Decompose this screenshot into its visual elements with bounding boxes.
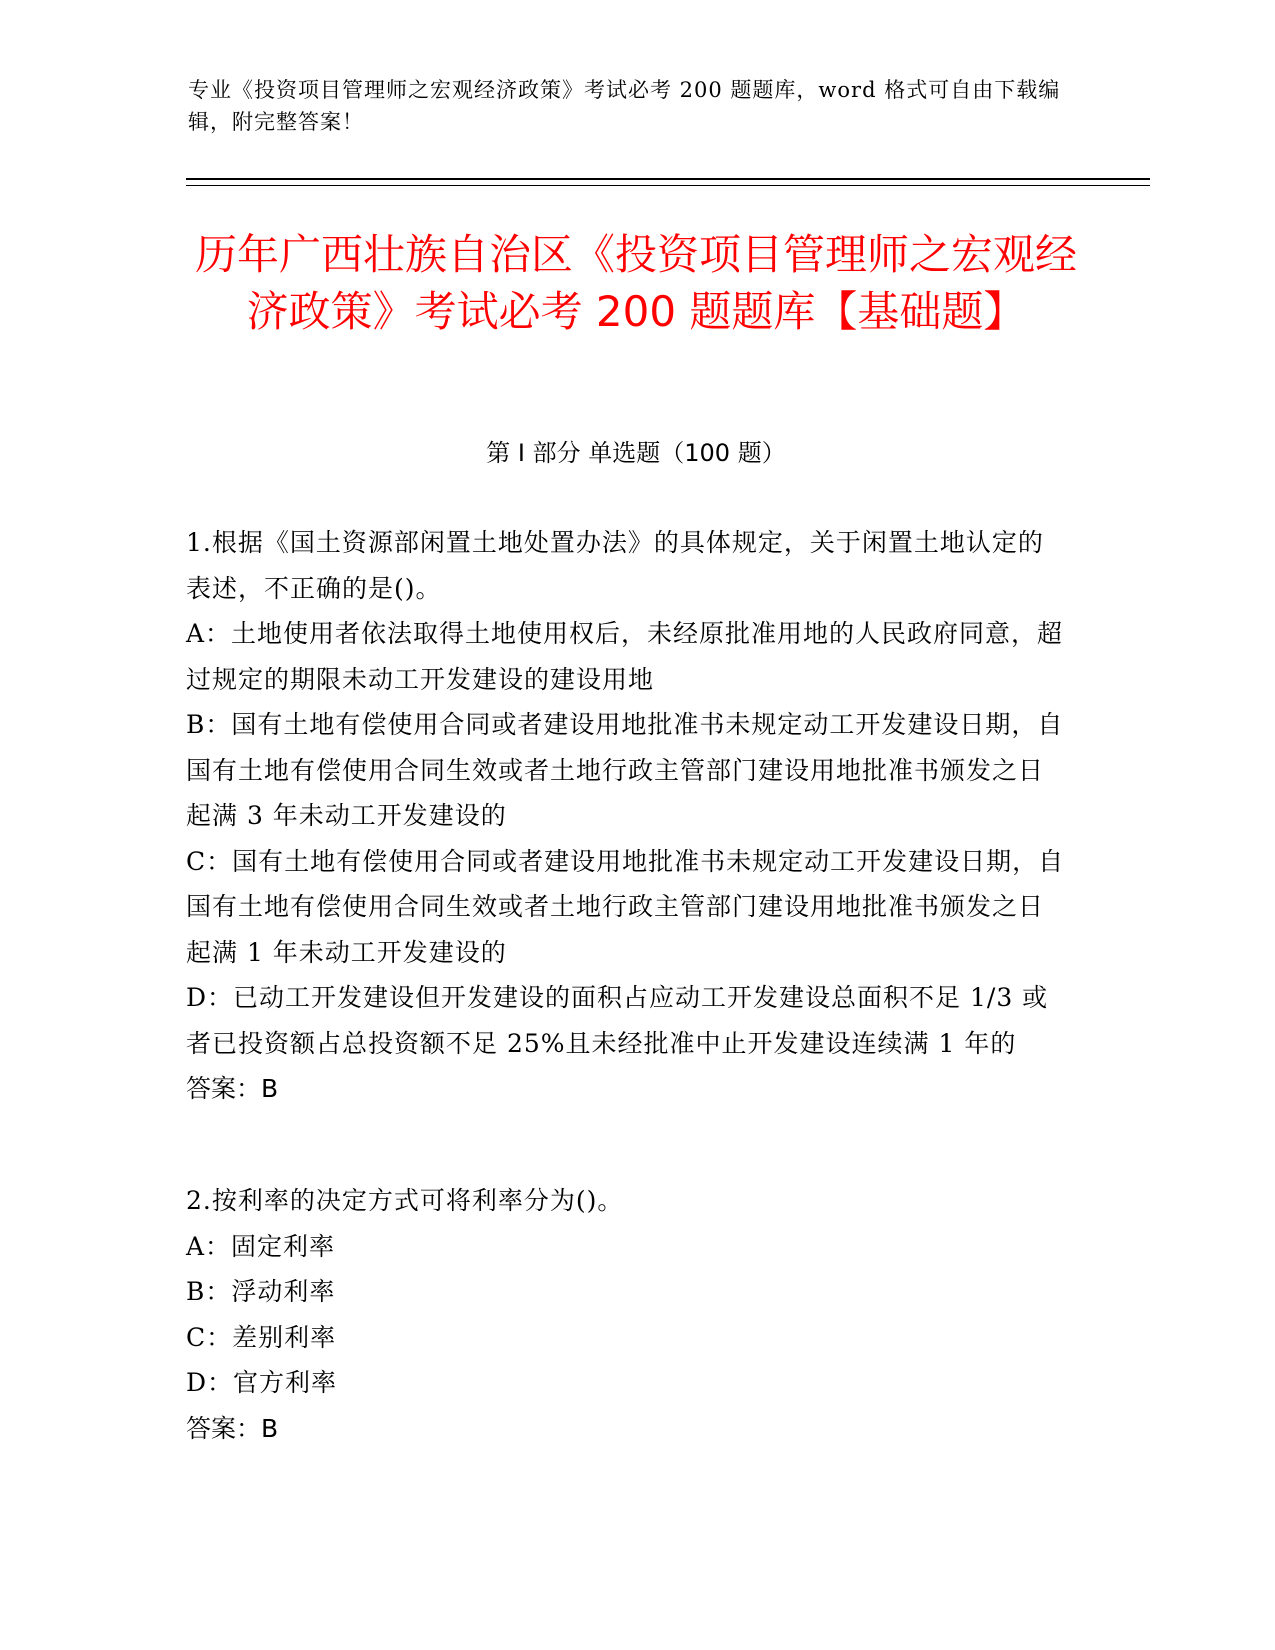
option-c: C：差别利率 [186, 1322, 337, 1352]
option-c: C：国有土地有偿使用合同或者建设用地批准书未规定动工开发建设日期，自国有土地有偿使用合同生效或者土地行政主管部门建设用地批准书颁发之日起满 1 年未动工开发建设的 [186, 846, 1065, 967]
option-a: A：固定利率 [186, 1231, 336, 1261]
option-a: A：土地使用者依法取得土地使用权后，未经原批准用地的人民政府同意，超过规定的期限未动工开发建设的建设用地 [186, 619, 1064, 694]
question-2 [186, 1178, 1066, 1451]
question-1 [186, 520, 1066, 1112]
header-rule-thick [186, 178, 1150, 180]
option-b: B：国有土地有偿使用合同或者建设用地批准书未规定动工开发建设日期，自国有土地有偿使用合同生效或者土地行政主管部门建设用地批准书颁发之日起满 3 年未动工开发建设的 [186, 710, 1064, 830]
document-title: 历年广西壮族自治区《投资项目管理师之宏观经济政策》考试必考 200 题题库【基础题】 [194, 230, 1077, 336]
question-stem: 1.根据《国土资源部闲置土地处置办法》的具体规定，关于闲置土地认定的表述，不正确的是()。 [186, 528, 1044, 603]
answer: 答案：B [186, 1074, 279, 1103]
answer: 答案：B [186, 1413, 279, 1443]
option-d: D：官方利率 [186, 1368, 338, 1397]
option-d: D：已动工开发建设但开发建设的面积占应动工开发建设总面积不足 1/3 或者已投资额占总投资额不足 25%且未经批准中止开发建设连续满 1 年的 [186, 983, 1049, 1058]
header-rule-thin [186, 185, 1150, 186]
question-stem: 2.按利率的决定方式可将利率分为()。 [186, 1186, 624, 1215]
option-b: B：浮动利率 [186, 1277, 336, 1306]
section-title: 第 I 部分 单选题（100 题） [486, 439, 786, 467]
header-note: 专业《投资项目管理师之宏观经济政策》考试必考 200 题题库，word 格式可自由下载编辑，附完整答案！ [188, 78, 1061, 134]
